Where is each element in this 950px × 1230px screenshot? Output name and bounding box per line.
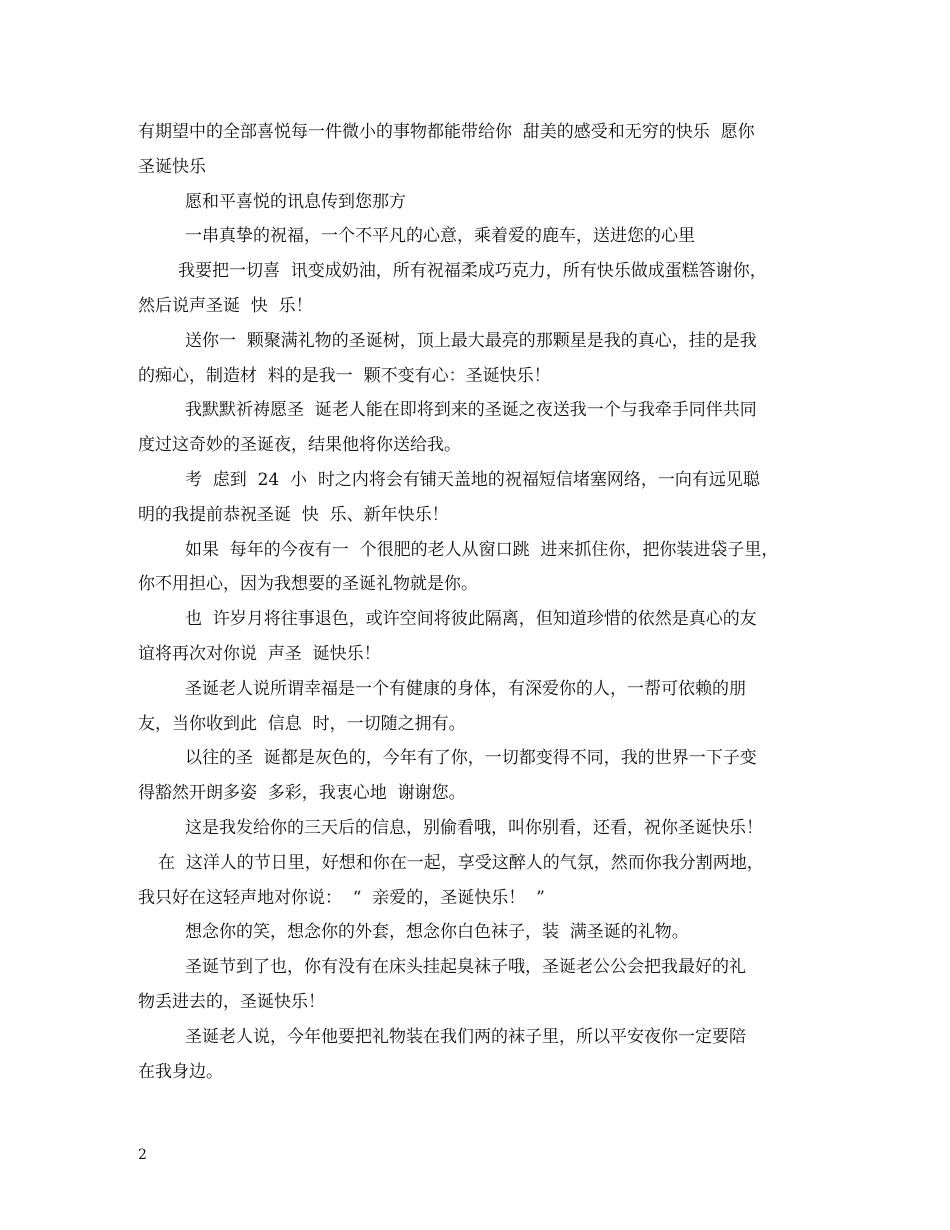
text-line: 一串真挚的祝福，一个不平凡的心意，乘着爱的鹿车，送进您的心里 [185,226,695,247]
text-line: 圣诞老人说，今年他要把礼物装在我们两的袜子里，所以平安夜你一定要陪 [185,1026,746,1047]
text-line: 也 许岁月将往事退色，或许空间将彼此隔离，但知道珍惜的依然是真心的友 [185,609,757,630]
text-line: 我默默祈祷愿圣 诞老人能在即将到来的圣诞之夜送我一个与我牵手同伴共同 [185,400,757,421]
text-line: 明的我提前恭祝圣诞 快 乐、新年快乐！ [138,504,449,525]
text-line: 我只好在这轻声地对你说： “ 亲爱的，圣诞快乐！ ” [138,887,545,908]
text-line: 愿和平喜悦的讯息传到您那方 [185,191,406,212]
text-line: 的痴心，制造材 料的是我一 颗不变有心：圣诞快乐！ [138,365,551,386]
page-number: 2 [138,1147,147,1163]
text-line: 如果 每年的今夜有一 个很肥的老人从窗口跳 进来抓住你，把你装进袋子里， [185,539,779,560]
text-line: 圣诞快乐 [138,156,206,177]
text-line: 考 虑到 24 小 时之内将会有铺天盖地的祝福短信堵塞网络，一向有远见聪 [185,469,760,490]
text-line: 这是我发给你的三天后的信息，别偷看哦，叫你别看，还看，祝你圣诞快乐！ [185,817,763,838]
text-line: 想念你的笑，想念你的外套，想念你白色袜子，装 满圣诞的礼物。 [185,922,689,943]
text-line: 你不用担心，因为我想要的圣诞礼物就是你。 [138,574,478,595]
text-line: 我要把一切喜 讯变成奶油，所有祝福柔成巧克力，所有快乐做成蛋糕答谢你， [178,261,767,282]
text-line: 在 这洋人的节日里，好想和你在一起，享受这醉人的气氛，然而你我分割两地， [158,852,764,873]
text-line: 以往的圣 诞都是灰色的，今年有了你，一切都变得不同，我的世界一下子变 [185,748,757,769]
text-line: 送你一 颗聚满礼物的圣诞树，顶上最大最亮的那颗星是我的真心，挂的是我 [185,330,757,351]
text-line: 在我身边。 [138,1061,223,1082]
text-line: 圣诞节到了也，你有没有在床头挂起臭袜子哦，圣诞老公公会把我最好的礼 [185,957,746,978]
text-line: 度过这奇妙的圣诞夜，结果他将你送给我。 [138,435,461,456]
text-line: 圣诞老人说所谓幸福是一个有健康的身体，有深爱你的人，一帮可依赖的朋 [185,678,746,699]
text-line: 然后说声圣诞 快 乐！ [138,295,313,316]
body-text [138,115,828,1089]
text-line: 物丢进去的，圣诞快乐！ [138,991,325,1012]
text-line: 谊将再次对你说 声圣 诞快乐！ [138,643,381,664]
text-line: 友，当你收到此 信息 时，一切随之拥有。 [138,713,466,734]
text-line: 有期望中的全部喜悦每一件微小的事物都能带给你 甜美的感受和无穷的快乐 愿你 [138,122,755,142]
text-line: 得豁然开朗多姿 多彩，我衷心地 谢谢您。 [138,783,466,804]
